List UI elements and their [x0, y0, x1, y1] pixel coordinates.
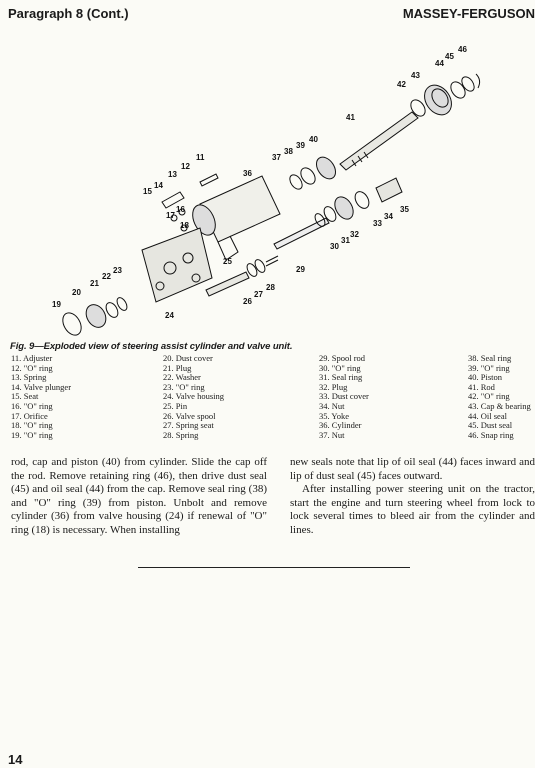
legend-item: 26. Valve spool	[163, 410, 216, 421]
callout-12: 12	[181, 162, 190, 171]
legend-item: 40. Piston	[468, 372, 503, 383]
legend-item: 37. Nut	[319, 429, 345, 440]
legend-item: 32. Plug	[319, 381, 348, 392]
cap-assembly	[408, 74, 480, 120]
legend-item: 24. Valve housing	[163, 391, 224, 402]
legend-item: 30. "O" ring	[319, 362, 361, 373]
legend-item: 14. Valve plunger	[11, 381, 72, 392]
legend-item: 13. Spring	[11, 372, 47, 383]
callout-27: 27	[254, 290, 263, 299]
end-seals	[59, 296, 129, 338]
callout-16: 16	[176, 205, 185, 214]
valve-housing-24	[142, 228, 212, 302]
callout-32: 32	[350, 230, 359, 239]
callout-11: 11	[196, 153, 205, 162]
callout-41: 41	[346, 113, 355, 122]
section-divider	[138, 567, 410, 568]
callout-14: 14	[154, 181, 163, 190]
callout-19: 19	[52, 300, 61, 309]
exploded-view-figure	[30, 32, 530, 342]
legend-item: 44. Oil seal	[468, 410, 507, 421]
legend-item: 33. Dust cover	[319, 391, 369, 402]
callout-30: 30	[330, 242, 339, 251]
legend-item: 16. "O" ring	[11, 400, 53, 411]
legend-column-1	[11, 354, 71, 440]
page-number: 14	[8, 752, 23, 767]
legend-item: 25. Pin	[163, 400, 188, 411]
callout-46: 46	[458, 45, 467, 54]
legend-item: 46. Snap ring	[468, 429, 514, 440]
callout-39: 39	[296, 141, 305, 150]
callout-21: 21	[90, 279, 99, 288]
legend-item: 19. "O" ring	[11, 429, 53, 440]
callout-15: 15	[143, 187, 152, 196]
legend-item: 31. Seal ring	[319, 372, 363, 383]
callout-43: 43	[411, 71, 420, 80]
legend-item: 21. Plug	[163, 362, 192, 373]
callout-25: 25	[223, 257, 232, 266]
callout-38: 38	[284, 147, 293, 156]
legend-item: 43. Cap & bearing	[468, 400, 531, 411]
callout-36: 36	[243, 169, 252, 178]
callout-22: 22	[102, 272, 111, 281]
legend-item: 15. Seat	[11, 391, 39, 402]
callout-24: 24	[165, 311, 174, 320]
callout-18: 18	[180, 221, 189, 230]
callout-13: 13	[168, 170, 177, 179]
legend-column-4	[468, 354, 531, 440]
legend-item: 22. Washer	[163, 372, 201, 383]
legend-column-2	[163, 354, 224, 440]
running-header-left: Paragraph 8 (Cont.)	[8, 6, 129, 21]
legend-item: 42. "O" ring	[468, 391, 510, 402]
body-column-right	[290, 456, 535, 538]
callout-26: 26	[243, 297, 252, 306]
piston-assembly	[287, 154, 339, 192]
legend-item: 36. Cylinder	[319, 420, 362, 431]
legend-item: 28. Spring	[163, 429, 199, 440]
callout-28: 28	[266, 283, 275, 292]
legend-item: 34. Nut	[319, 400, 345, 411]
legend-item: 17. Orifice	[11, 410, 48, 421]
callout-44: 44	[435, 59, 444, 68]
callout-34: 34	[384, 212, 393, 221]
callout-33: 33	[373, 219, 382, 228]
legend-item: 45. Dust seal	[468, 420, 513, 431]
callout-35: 35	[400, 205, 409, 214]
legend-column-3	[319, 354, 369, 440]
legend-item: 35. Yoke	[319, 410, 349, 421]
body-column-left	[11, 456, 267, 538]
legend-item: 41. Rod	[468, 381, 495, 392]
legend-item: 27. Spring seat	[163, 420, 214, 431]
legend-item: 12. "O" ring	[11, 362, 53, 373]
body-paragraph: new seals note that lip of oil seal (44) faces inward and lip of dust seal (45) faces outward.	[290, 456, 535, 482]
legend-item: 20. Dust cover	[163, 353, 213, 363]
callout-37: 37	[272, 153, 281, 162]
callout-23: 23	[113, 266, 122, 275]
body-paragraph: rod, cap and piston (40) from cylinder. Slide the cap off the rod. Remove retaining ring (46), then drive dust seal (45) and oil seal (44) from the cap. Remove seal ring (38) and "O" ring (39) from piston. Unbolt and remove cylinder (36) from valve housing (24) if renewal of "O" ring (18) is necessary. When installing	[11, 456, 267, 536]
legend-item: 39. "O" ring	[468, 362, 510, 373]
legend-item: 18. "O" ring	[11, 420, 53, 431]
body-paragraph: After installing power steering unit on the tractor, start the engine and turn steering wheel from lock to lock several times to bleed air from the cylinder and lines.	[290, 483, 535, 536]
callout-29: 29	[296, 265, 305, 274]
figure-caption: Fig. 9—Exploded view of steering assist cylinder and valve unit.	[10, 341, 293, 352]
callout-40: 40	[309, 135, 318, 144]
callout-42: 42	[397, 80, 406, 89]
legend-item: 11. Adjuster	[11, 353, 53, 363]
callout-20: 20	[72, 288, 81, 297]
spool-rod-29	[274, 218, 329, 249]
callout-45: 45	[445, 52, 454, 61]
legend-item: 29. Spool rod	[319, 353, 366, 363]
legend-item: 38. Seal ring	[468, 353, 512, 363]
running-header-right: MASSEY-FERGUSON	[402, 6, 535, 21]
legend-item: 23. "O" ring	[163, 381, 205, 392]
callout-17: 17	[166, 211, 175, 220]
callout-31: 31	[341, 236, 350, 245]
